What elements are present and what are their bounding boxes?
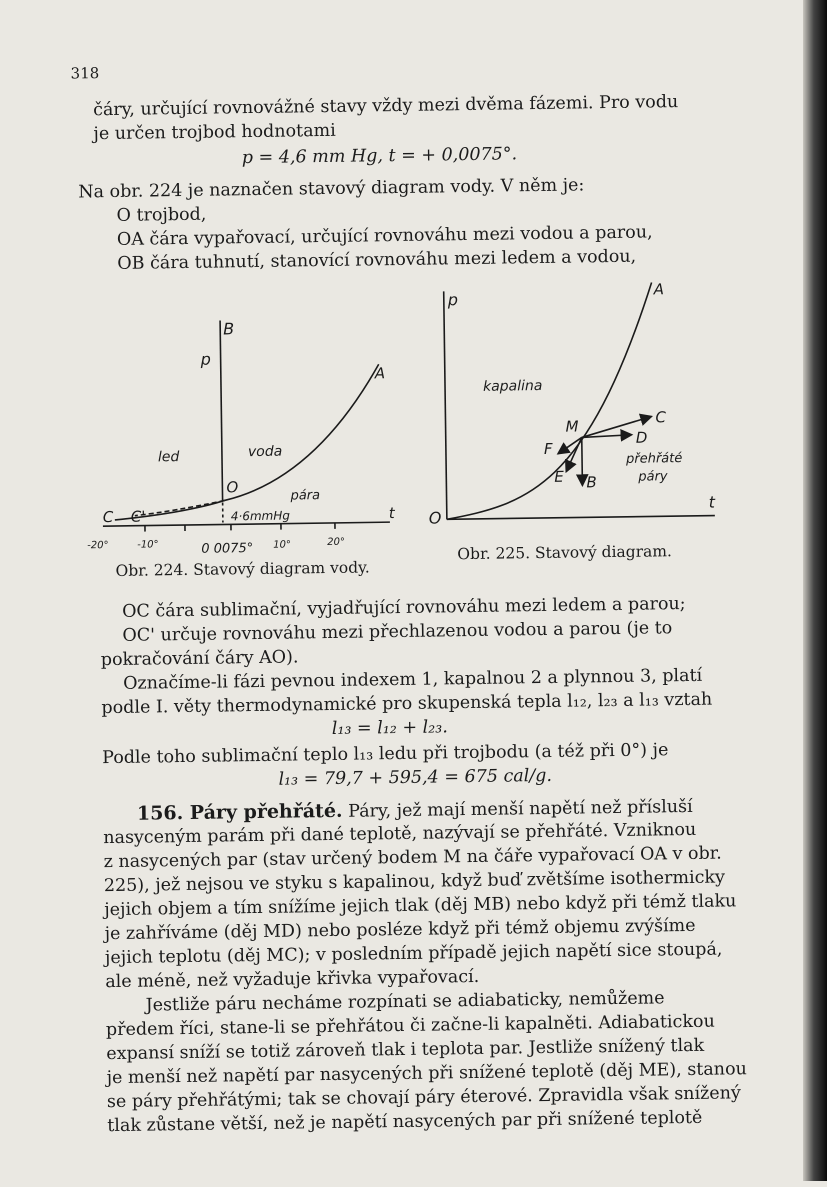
text-line: tlak zůstane větší, než je napětí nasycených par při snížené teplotě: [107, 1108, 702, 1136]
label-led: led: [158, 449, 180, 465]
text-line: pokračování čáry AO).: [101, 647, 299, 670]
text-line: jejich objem a tím snížíme jejich tlak (děj MB) nebo když při témž tlaku: [104, 891, 736, 920]
label-voda: voda: [248, 444, 283, 460]
tick-label: 0 0075°: [201, 541, 253, 557]
section-first-line-text: Páry, jež mají menší napětí než přísluší: [348, 797, 693, 822]
text-line: nasyceným parám při dané teplotě, nazývají se přehřáté. Vzniknou: [103, 820, 696, 848]
figure-224-caption: Obr. 224. Stavový diagram vody.: [115, 558, 369, 580]
label-B: B: [586, 473, 597, 491]
text-line: OC' určuje rovnováhu mezi přechlazenou vodou a parou (je to: [122, 618, 672, 646]
label-O: O: [429, 508, 442, 527]
tick-label: -20°: [87, 540, 108, 551]
label-t: t: [709, 493, 716, 512]
tick-label: 10°: [273, 540, 291, 551]
text-line: expansí sníží se totiž zároveň tlak i teplota par. Jestliže snížený tlak: [106, 1036, 704, 1064]
label-D: D: [636, 429, 648, 447]
text-line: Jestliže páru necháme rozpínati se adiabaticky, nemůžeme: [145, 988, 664, 1015]
text-line: OC čára sublimační, vyjadřující rovnováhu mezi ledem a parou;: [122, 594, 686, 622]
label-mmhg: 4·6mmHg: [231, 509, 291, 524]
text-line: čáry, určující rovnovážné stavy vždy mezi dvěma fázemi. Pro vodu: [93, 92, 678, 120]
axis-p: [444, 291, 447, 519]
label-A: A: [374, 364, 386, 382]
text-line: Podle toho sublimační teplo l₁₃ ledu při trojbodu (a též při 0°) je: [102, 740, 669, 768]
text-line: ale méně, než vyžaduje křivka vypařovací.: [105, 967, 479, 992]
figure-225-caption: Obr. 225. Stavový diagram.: [457, 542, 672, 563]
text-line: jejich teplotu (děj MC); v posledním případě jejich napětí sice stoupá,: [105, 940, 723, 969]
list-item: OB čára tuhnutí, stanovící rovnováhu mezi ledem a vodou,: [117, 247, 636, 274]
text-line: podle I. věty thermodynamické pro skupenská tepla l₁₂, l₂₃ a l₁₃ vztah: [101, 690, 712, 719]
arrow-MB: [582, 437, 583, 485]
curve-OC-prime: [135, 500, 225, 515]
label-M: M: [565, 417, 578, 435]
text-line: předem říci, stane-li se přehřátou či začne-li kapalněti. Adiabatickou: [106, 1012, 715, 1040]
page-number: 318: [70, 64, 99, 82]
list-item: O trojbod,: [116, 205, 206, 226]
label-C: C: [655, 408, 666, 426]
label-F: F: [544, 440, 553, 458]
label-A: A: [653, 280, 665, 298]
list-item: OA čára vypařovací, určující rovnováhu mezi vodou a parou,: [117, 222, 653, 249]
section-heading: 156. Páry přehřáté.: [137, 800, 343, 825]
curve-OA: [223, 364, 381, 500]
tick-label: -10°: [137, 539, 158, 550]
label-C-prime: C': [131, 508, 146, 526]
label-pary: páry: [637, 469, 668, 484]
label-para: pára: [289, 488, 320, 503]
label-p: p: [199, 350, 210, 369]
label-p: p: [447, 290, 458, 309]
tick-label: 20°: [327, 537, 345, 548]
formula-heat-sum: l₁₃ = l₁₂ + l₂₃.: [332, 717, 448, 739]
text-line: z nasycených par (stav určený bodem M na čáře vypařovací OA v obr.: [103, 844, 721, 873]
label-t: t: [389, 504, 396, 522]
formula-triple-point: p = 4,6 mm Hg, t = + 0,0075°.: [242, 144, 518, 168]
axis-t: [447, 516, 715, 520]
formula-sublimation-heat: l₁₃ = 79,7 + 595,4 = 675 cal/g.: [278, 766, 552, 790]
figure-225-phase-diagram: [414, 273, 738, 539]
label-B: B: [223, 319, 234, 338]
label-kapalina: kapalina: [483, 378, 543, 395]
text-line: je určen trojbod hodnotami: [93, 121, 336, 144]
label-O: O: [226, 478, 238, 496]
label-E: E: [554, 468, 564, 486]
line-OB: [220, 320, 223, 500]
text-line: Označíme-li fázi pevnou indexem 1, kapalnou 2 a plynnou 3, platí: [123, 666, 702, 694]
label-C: C: [103, 508, 114, 526]
text-line: Na obr. 224 je naznačen stavový diagram vody. V něm je:: [78, 175, 584, 202]
text-line: je zahříváme (děj MD) nebo posléze když při témž objemu zvýšíme: [104, 916, 695, 944]
text-line: 225), jež nejsou ve styku s kapalinou, když buď zvětšíme isothermicky: [104, 867, 725, 896]
label-prehrate: přehřáté: [625, 451, 682, 467]
book-gutter-shadow: [803, 0, 827, 1181]
text-line: je menší než napětí par nasycených při snížené teplotě (děj ME), stanou: [107, 1059, 747, 1088]
text-line: se páry přehřátými; tak se chovají páry éterové. Zpravidla však snížený: [107, 1083, 741, 1112]
curve-vaporization: [444, 282, 655, 519]
figure-224-phase-diagram: [82, 298, 416, 563]
